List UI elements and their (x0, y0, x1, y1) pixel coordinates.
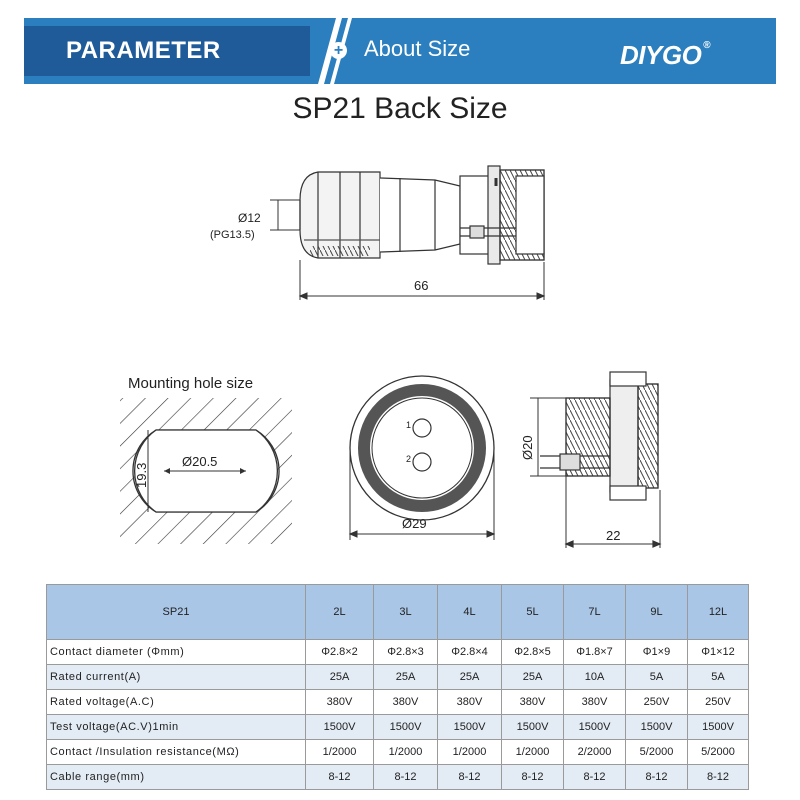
spec-table (46, 584, 749, 790)
table-cell: Φ1.8×7 (564, 640, 626, 665)
diameter-dimension (270, 200, 300, 230)
table-cell: 2/2000 (564, 740, 626, 765)
plus-circle-icon: + (330, 42, 347, 59)
table-cell: 1500V (626, 715, 688, 740)
table-cell: 8-12 (374, 765, 438, 790)
table-row (47, 715, 749, 740)
table-header-cell: 7L (564, 585, 626, 640)
table-cell: 25A (502, 665, 564, 690)
front-diameter-label: Ø29 (402, 516, 427, 531)
table-cell: 1500V (306, 715, 374, 740)
table-cell: 1/2000 (306, 740, 374, 765)
row-label: Test voltage(AC.V)1min (47, 715, 306, 740)
pin-2-label: 2 (406, 454, 412, 464)
about-size-label: About Size (364, 36, 471, 61)
connector-side-drawing (300, 166, 544, 264)
table-row (47, 740, 749, 765)
table-cell: Φ2.8×2 (306, 640, 374, 665)
table-header-row (47, 585, 749, 640)
table-cell: 8-12 (626, 765, 688, 790)
diameter-label: Ø12 (238, 211, 261, 225)
table-cell: 5A (626, 665, 688, 690)
table-header-cell: 3L (374, 585, 438, 640)
table-cell: 8-12 (688, 765, 749, 790)
table-cell: Φ2.8×4 (438, 640, 502, 665)
table-cell: 25A (306, 665, 374, 690)
table-cell: Φ2.8×3 (374, 640, 438, 665)
row-label: Rated voltage(A.C) (47, 690, 306, 715)
table-cell: Φ1×12 (688, 640, 749, 665)
length-label: 66 (414, 278, 429, 293)
table-row (47, 665, 749, 690)
table-row (47, 640, 749, 665)
table-cell: 1500V (688, 715, 749, 740)
table-cell: 1500V (374, 715, 438, 740)
table-cell: 380V (306, 690, 374, 715)
table-cell: 1/2000 (438, 740, 502, 765)
row-label: Rated current(A) (47, 665, 306, 690)
table-header-cell: SP21 (47, 585, 306, 640)
table-cell: 380V (502, 690, 564, 715)
table-cell: 8-12 (306, 765, 374, 790)
table-header-cell: 5L (502, 585, 564, 640)
side-view-drawing (530, 372, 660, 548)
table-header-cell: 2L (306, 585, 374, 640)
hole-flat-label: 19.3 (134, 462, 149, 488)
table-cell: 5/2000 (626, 740, 688, 765)
table-header-cell: 9L (626, 585, 688, 640)
table-cell: 25A (374, 665, 438, 690)
side-length-label: 22 (606, 528, 621, 543)
parameter-label: PARAMETER (24, 26, 310, 76)
table-cell: 8-12 (564, 765, 626, 790)
logo-text: DIYGO (620, 40, 702, 70)
table-cell: 380V (374, 690, 438, 715)
table-cell: 5A (688, 665, 749, 690)
side-diameter-label: Ø20 (520, 435, 535, 460)
pg-label: (PG13.5) (210, 229, 255, 241)
row-label: Contact diameter (Φmm) (47, 640, 306, 665)
table-cell: 1/2000 (502, 740, 564, 765)
table-cell: Φ1×9 (626, 640, 688, 665)
table-header-cell: 4L (438, 585, 502, 640)
table-cell: 10A (564, 665, 626, 690)
table-cell: 1500V (502, 715, 564, 740)
pin-1-label: 1 (406, 420, 412, 430)
table-cell: 8-12 (438, 765, 502, 790)
table-cell: 380V (564, 690, 626, 715)
table-cell: 250V (688, 690, 749, 715)
hole-diameter-label: Ø20.5 (182, 454, 218, 469)
table-cell: 380V (438, 690, 502, 715)
table-row (47, 765, 749, 790)
row-label: Contact /Insulation resistance(MΩ) (47, 740, 306, 765)
table-cell: 1/2000 (374, 740, 438, 765)
row-label: Cable range(mm) (47, 765, 306, 790)
table-cell: 8-12 (502, 765, 564, 790)
page-title: SP21 Back Size (292, 92, 508, 125)
table-row (47, 690, 749, 715)
mounting-hole-title: Mounting hole size (128, 375, 254, 392)
table-cell: 1500V (438, 715, 502, 740)
table-cell: Φ2.8×5 (502, 640, 564, 665)
table-cell: 25A (438, 665, 502, 690)
table-cell: 5/2000 (688, 740, 749, 765)
table-cell: 250V (626, 690, 688, 715)
table-body (47, 640, 749, 790)
table-cell: 1500V (564, 715, 626, 740)
table-header-cell: 12L (688, 585, 749, 640)
registered-mark: ® (703, 40, 711, 51)
